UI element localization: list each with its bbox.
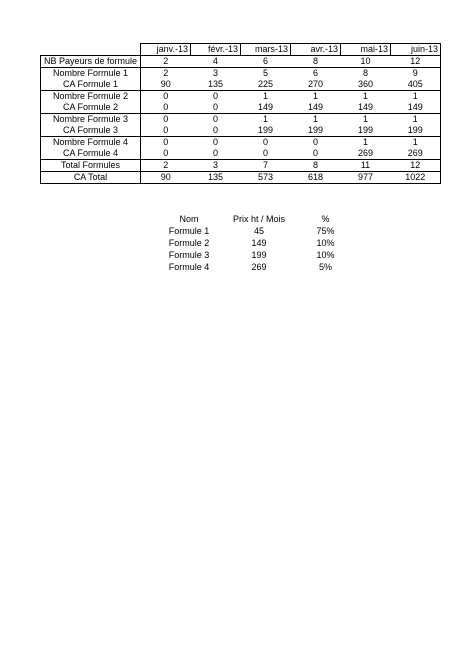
row-label: Nombre Formule 4: [41, 137, 141, 149]
data-cell: 149: [341, 102, 391, 114]
data-cell: 1: [341, 114, 391, 126]
data-cell: 45: [253, 226, 264, 236]
data-cell: 1: [291, 91, 341, 103]
data-cell: Formule 1: [168, 226, 210, 236]
table-row: [41, 79, 441, 91]
data-cell: 149: [241, 102, 291, 114]
data-cell: 2: [141, 160, 191, 172]
row-label: Nombre Formule 3: [41, 114, 141, 126]
month-header-cell: mai-13: [341, 44, 391, 56]
table-row: [41, 160, 441, 172]
data-cell: Formule 3: [168, 250, 210, 260]
data-cell: 8: [341, 68, 391, 80]
data-cell: 360: [341, 79, 391, 91]
data-cell: 9: [391, 68, 441, 80]
data-cell: 0: [191, 114, 241, 126]
data-cell: 0: [241, 148, 291, 160]
data-cell: 75%: [316, 226, 335, 236]
data-cell: 199: [241, 125, 291, 137]
data-cell: 1: [391, 137, 441, 149]
row-label: Total Formules: [41, 160, 141, 172]
data-cell: 5%: [318, 262, 332, 272]
data-cell: 0: [291, 148, 341, 160]
data-cell: 269: [251, 262, 267, 272]
data-cell: 10%: [316, 250, 335, 260]
data-cell: 0: [141, 102, 191, 114]
data-cell: 5: [241, 68, 291, 80]
row-label: CA Formule 4: [41, 148, 141, 160]
data-cell: 135: [191, 79, 241, 91]
data-cell: 0: [191, 148, 241, 160]
table-row: [41, 91, 441, 103]
table-row: [163, 225, 348, 237]
data-cell: 149: [291, 102, 341, 114]
data-cell: 12: [391, 160, 441, 172]
data-cell: 1: [391, 114, 441, 126]
data-cell: 0: [141, 125, 191, 137]
data-cell: 1022: [391, 172, 441, 184]
data-cell: 4: [191, 56, 241, 68]
data-cell: 6: [241, 56, 291, 68]
month-header-cell: janv.-13: [141, 44, 191, 56]
data-cell: 0: [141, 114, 191, 126]
data-cell: 0: [191, 125, 241, 137]
data-cell: 135: [191, 172, 241, 184]
data-cell: 1: [241, 91, 291, 103]
data-cell: 199: [291, 125, 341, 137]
data-cell: 1: [341, 91, 391, 103]
data-cell: 7: [241, 160, 291, 172]
table-row: [41, 114, 441, 126]
data-cell: 199: [391, 125, 441, 137]
row-label: CA Total: [41, 172, 141, 184]
table-row: [41, 148, 441, 160]
data-cell: 10: [341, 56, 391, 68]
data-cell: 149: [251, 238, 267, 248]
data-cell: 0: [191, 137, 241, 149]
data-cell: 12: [391, 56, 441, 68]
data-cell: 0: [141, 148, 191, 160]
header-cell: Prix ht / Mois: [232, 214, 285, 224]
table-row: [41, 172, 441, 184]
table-row: [163, 237, 348, 249]
data-cell: 3: [191, 160, 241, 172]
data-cell: Formule 2: [168, 238, 210, 248]
data-cell: 0: [241, 137, 291, 149]
data-cell: 11: [341, 160, 391, 172]
pricing-header-row: [163, 213, 348, 225]
data-cell: 199: [341, 125, 391, 137]
data-cell: 149: [391, 102, 441, 114]
data-cell: 270: [291, 79, 341, 91]
month-header-cell: avr.-13: [291, 44, 341, 56]
data-cell: 269: [341, 148, 391, 160]
formula-revenue-table: [40, 43, 441, 184]
table-row: [41, 125, 441, 137]
table-row: [163, 261, 348, 273]
data-cell: 3: [191, 68, 241, 80]
data-cell: 225: [241, 79, 291, 91]
data-cell: 90: [141, 79, 191, 91]
data-cell: 0: [141, 137, 191, 149]
data-cell: 405: [391, 79, 441, 91]
data-cell: 1: [341, 137, 391, 149]
data-cell: 199: [251, 250, 267, 260]
data-cell: 8: [291, 160, 341, 172]
data-cell: 6: [291, 68, 341, 80]
row-label: CA Formule 3: [41, 125, 141, 137]
data-cell: 0: [141, 91, 191, 103]
data-cell: 2: [141, 68, 191, 80]
data-cell: 977: [341, 172, 391, 184]
header-cell: %: [321, 214, 330, 224]
data-cell: 573: [241, 172, 291, 184]
corner-cell: [41, 44, 141, 56]
data-cell: 0: [191, 91, 241, 103]
table-row: [41, 102, 441, 114]
data-cell: 1: [241, 114, 291, 126]
data-cell: 0: [191, 102, 241, 114]
month-header-cell: févr.-13: [191, 44, 241, 56]
data-cell: 2: [141, 56, 191, 68]
month-header-cell: mars-13: [241, 44, 291, 56]
header-cell: Nom: [179, 214, 199, 224]
data-cell: 1: [391, 91, 441, 103]
row-label: CA Formule 1: [41, 79, 141, 91]
month-header-row: [41, 44, 441, 56]
row-label: CA Formule 2: [41, 102, 141, 114]
data-cell: 269: [391, 148, 441, 160]
table-row: [41, 137, 441, 149]
formula-pricing-table: [163, 213, 348, 273]
data-cell: 10%: [316, 238, 335, 248]
data-cell: Formule 4: [168, 262, 210, 272]
data-cell: 1: [291, 114, 341, 126]
month-header-cell: juin-13: [391, 44, 441, 56]
data-cell: 90: [141, 172, 191, 184]
row-label: NB Payeurs de formule: [41, 56, 141, 68]
row-label: Nombre Formule 2: [41, 91, 141, 103]
data-cell: 0: [291, 137, 341, 149]
data-cell: 8: [291, 56, 341, 68]
table-row: [41, 56, 441, 68]
data-cell: 618: [291, 172, 341, 184]
table-row: [163, 249, 348, 261]
table-row: [41, 68, 441, 80]
row-label: Nombre Formule 1: [41, 68, 141, 80]
